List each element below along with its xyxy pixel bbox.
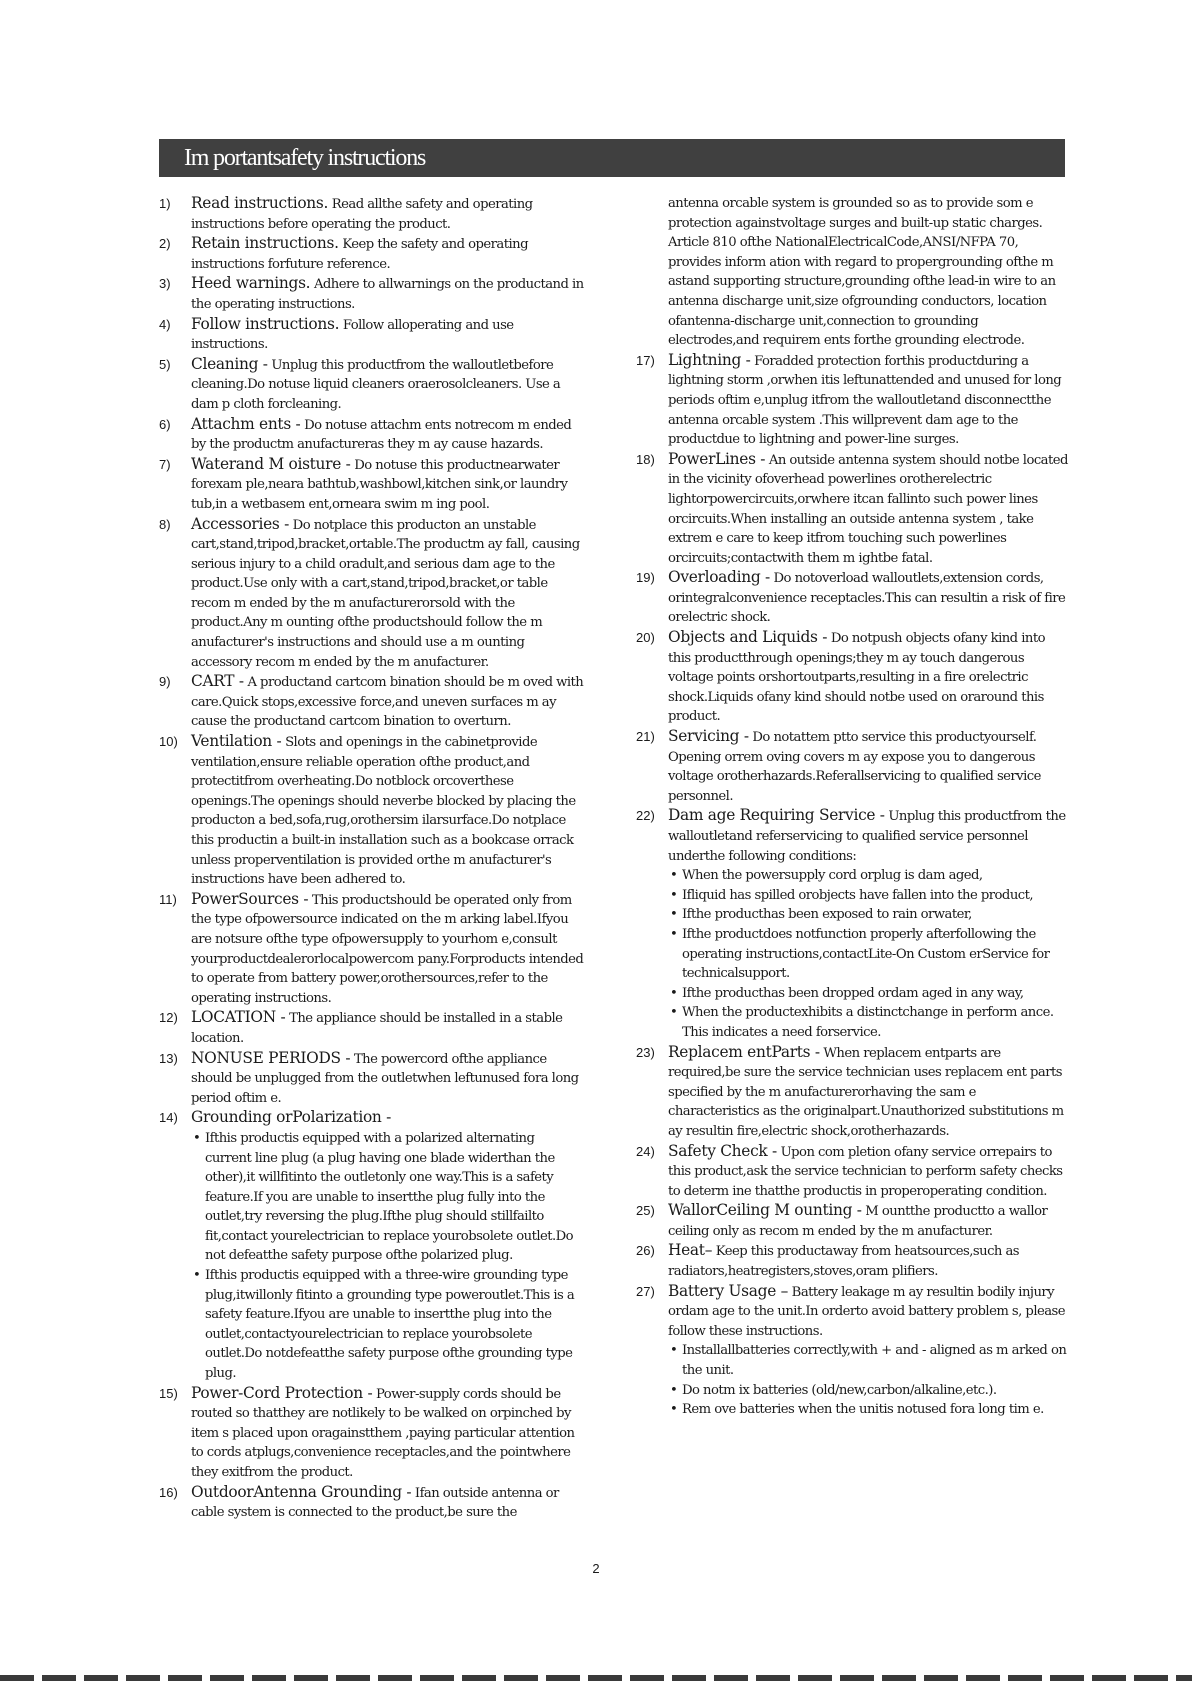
item-title: PowerLines - (668, 449, 766, 468)
item-number: 27) (636, 1283, 655, 1299)
item-body: Battery leakage m ay resultin bodily injury ordam age to the unit.In orderto avoid battery problem s, please follow these instructions. (668, 1284, 1066, 1339)
bullet-text: Installallbatteries correctly,with + and - aligned as m arked on the unit. (682, 1343, 1067, 1379)
item-title: WallorCeiling M ounting - (668, 1201, 862, 1220)
instruction-item (636, 1043, 1070, 1142)
item-body: Keep this productaway from heatsources,such as radiators,heatregisters,stoves,oram plifiers. (668, 1244, 1020, 1280)
bullet-text: Ifthis productis equipped with a polarized alternating current line plug (a plug having one blade widerthan the other),it willfitinto the outletonly one way.This is a safety feature.If you are unable to insertthe plug fully into the outlet,try reversing the plug.Ifthe plug should stillfailto fit,contact yourelectrician to replace yourobsolete outlet.Do not defeatthe safety purpose ofthe polarized plug. (205, 1130, 574, 1264)
item-number: 26) (636, 1243, 655, 1259)
item-body: Do notpush objects ofany kind into this productthrough openings;they m ay touch dangerous voltage points orshortoutparts,resulting in a fire orelectric shock.Liquids ofany kind should notbe used on oraround this product. (668, 631, 1045, 725)
item-number: 19) (636, 570, 655, 586)
item-title: Ventilation - (191, 732, 282, 751)
item-title: Servicing - (668, 727, 749, 746)
page-edge-marks (0, 1675, 1192, 1681)
right-column (636, 194, 1070, 1420)
item-number: 4) (159, 316, 171, 332)
bullet-text: Ifthis productis equipped with a three-wire grounding type plug,itwillonly fitinto a grounding type poweroutlet.This is a safety feature.Ifyou are unable to insertthe plug into the outlet,contactyourelectrician to replace yourobsolete outlet.Do notdefeatthe safety purpose ofthe grounding type plug. (205, 1268, 575, 1382)
instruction-item (636, 1142, 1070, 1202)
bullet-icon: • (670, 985, 678, 1001)
bullet-item (668, 925, 1070, 984)
item-title: Heed warnings. (191, 274, 311, 293)
item-title: Dam age Requiring Service - (668, 806, 885, 825)
item-title: Grounding orPolarization - (191, 1108, 392, 1127)
bullet-icon: • (670, 1005, 678, 1021)
item-title: Lightning - (668, 350, 751, 369)
instruction-item (636, 628, 1070, 727)
instruction-item (159, 732, 584, 890)
instruction-item (636, 351, 1070, 450)
bullet-item (668, 984, 1070, 1004)
instruction-item (159, 315, 584, 355)
item-body: A productand cartcom bination should be m oved with care.Quick stops,excessive force,and uneven surfaces m ay cause the productand cartcom bination to overturn. (191, 675, 584, 730)
bullet-item (668, 1003, 1070, 1042)
item-number: 25) (636, 1203, 655, 1219)
item-body: Do notuse attachm ents notrecom m ended by the productm anufactureras they m ay cause hazards. (191, 417, 572, 453)
item-number: 2) (159, 236, 171, 252)
item-body: Do notplace this producton an unstable cart,stand,tripod,bracket,ortable.The productm ay fall, causing serious injury to a child oradult,and serious dam age to the product.Use only with a cart,stand,tripod,bracket,or table recom m ended by the m anufacturerorsold with the product.Any m ounting ofthe productshould follow the m anufacturer's instructions and should use a m ounting accessory recom m ended by the m anufacturer. (191, 517, 580, 670)
bullet-text: Ifthe productdoes notfunction properly afterfollowing the operating instructions,contactLite-On Custom erService for technicalsupport. (682, 926, 1050, 982)
bullet-item (191, 1266, 584, 1384)
item-number: 15) (159, 1385, 178, 1401)
instruction-item (159, 890, 584, 1009)
instruction-item (159, 455, 584, 515)
section-header-banner (159, 139, 1065, 177)
instruction-item (159, 234, 584, 274)
item-title: Battery Usage – (668, 1281, 789, 1300)
item-number: 20) (636, 630, 655, 646)
item-title: Retain instructions. (191, 234, 339, 253)
instruction-item (159, 274, 584, 314)
item-body: Read allthe safety and operating instructions before operating the product. (191, 197, 533, 232)
instruction-item (636, 806, 1070, 1042)
item-title: Heat– (668, 1241, 713, 1260)
instruction-item (636, 568, 1070, 628)
item-number: 14) (159, 1110, 178, 1126)
item-body: This productshould be operated only from the type ofpowersource indicated on the m arking label.Ifyou are notsure ofthe type ofpowersupply to yourhom e,consult yourproductdealerorlocalpowercom pany.Forproducts intended to operate from battery power,orothersources,refer to the operating instructions. (191, 892, 584, 1006)
item-body: Adhere to allwarnings on the productand in the operating instructions. (191, 277, 584, 312)
item-body: Ifan outside antenna or cable system is connected to the product,be sure the (191, 1485, 559, 1521)
bullet-icon: • (670, 1402, 678, 1418)
instruction-item (159, 194, 584, 234)
item-body: The appliance should be installed in a stable location. (191, 1011, 563, 1046)
bullet-item (668, 866, 1070, 886)
instruction-item (159, 515, 584, 673)
item-title: Read instructions. (191, 194, 329, 212)
item-body: The powercord ofthe appliance should be unplugged from the outletwhen leftunused fora long period oftim e. (191, 1051, 579, 1106)
item-body: Slots and openings in the cabinetprovide ventilation,ensure reliable operation ofthe product,and protectitfrom overheating.Do notblock orcoverthese openings.The openings should neverbe blocked by placing the producton a bed,sofa,rug,orothersim ilarsurface.Do notplace this productin a built-in installation such as a bookcase orrack unless properventilation is provided orthe m anufacturer's instructions have been adhered to. (191, 735, 576, 888)
instruction-item (636, 1201, 1070, 1241)
item-title: PowerSources - (191, 889, 309, 908)
item-title: Overloading - (668, 568, 770, 587)
bullet-text: Ifliquid has spilled orobjects have fallen into the product, (682, 887, 1033, 903)
item-number: 7) (159, 456, 171, 472)
item-number: 8) (159, 516, 171, 532)
item-number: 1) (159, 196, 171, 211)
item-number: 3) (159, 276, 171, 292)
instruction-item (159, 1384, 584, 1483)
bullet-icon: • (193, 1130, 201, 1146)
item-body: Unplug this productfrom the walloutletbefore cleaning.Do notuse liquid cleaners oraerosolcleaners. Use a dam p cloth forcleaning. (191, 357, 561, 412)
item-body: Power-supply cords should be routed so thatthey are notlikely to be walked on orpinched by item s placed upon oragainstthem ,paying particular attention to cords atplugs,convenience receptacles,and the pointwhere they exitfrom the product. (191, 1386, 575, 1480)
left-column (159, 194, 584, 1523)
bullet-icon: • (670, 887, 678, 903)
bullet-icon: • (670, 926, 678, 942)
item-number: 16) (159, 1484, 178, 1500)
bullet-item (668, 1381, 1070, 1401)
item-title: Objects and Liquids - (668, 628, 828, 647)
bullet-item (668, 1341, 1070, 1380)
item-title: Attachm ents - (191, 414, 301, 433)
instruction-item (636, 1241, 1070, 1281)
item-number: 6) (159, 416, 171, 432)
item-body: Keep the safety and operating instructions forfuture reference. (191, 237, 528, 272)
item-title: Safety Check - (668, 1141, 777, 1160)
bullet-item (191, 1129, 584, 1266)
item-body: Do notoverload walloutlets,extension cords, orintegralconvenience receptacles.This can resultin a risk of fire orelectric shock. (668, 571, 1066, 626)
bullet-icon: • (193, 1268, 201, 1284)
item-title: LOCATION - (191, 1008, 286, 1027)
instruction-item (159, 355, 584, 415)
item-body: Foradded protection forthis productduring a lightning storm ,orwhen itis leftunattended and unused for long periods oftim e,unplug itfrom the walloutletand disconnectthe antenna orcable system .This willprevent dam age to the productdue to lightning and power-line surges. (668, 353, 1062, 448)
bullet-text: Ifthe producthas been dropped ordam aged in any way, (682, 985, 1024, 1001)
item-body: Do notuse this productnearwater forexam ple,neara bathtub,washbowl,kitchen sink,or laundry tub,in a wetbasem ent,orneara swim m ing pool. (191, 457, 568, 512)
item-number: 12) (159, 1010, 178, 1026)
item-number: 23) (636, 1044, 655, 1060)
bullet-text: Do notm ix batteries (old/new,carbon/alkaline,etc.). (682, 1382, 997, 1398)
item-title: OutdoorAntenna Grounding - (191, 1482, 412, 1501)
bullet-icon: • (670, 868, 678, 884)
item-number: 10) (159, 734, 178, 750)
item-title: Follow instructions. (191, 314, 340, 333)
page-number: 2 (592, 1561, 600, 1576)
item-number: 5) (159, 356, 171, 372)
bullet-text: Ifthe producthas been exposed to rain orwater, (682, 907, 972, 923)
bullet-icon: • (670, 1382, 678, 1398)
instruction-item (159, 1049, 584, 1109)
bullet-item (668, 905, 1070, 925)
item-title: Cleaning - (191, 354, 268, 373)
item-title: CART - (191, 672, 244, 691)
item-title: Replacem entParts - (668, 1042, 820, 1061)
item-body: When replacem entparts are required,be sure the service technician uses replacem ent parts specified by the m anufacturerorhaving the sam e characteristics as the originalpart.Unauthorized substitutions m ay resultin fire,electric shock,orotherhazards. (668, 1045, 1064, 1139)
item-number: 22) (636, 808, 655, 824)
bullet-text: When the powersupply cord orplug is dam aged, (682, 868, 983, 884)
instruction-item (159, 1108, 584, 1383)
section-title: Im portantsafety instructions (184, 145, 426, 171)
bullet-text: Rem ove batteries when the unitis notused fora long tim e. (682, 1402, 1044, 1418)
item-body: Unplug this productfrom the walloutletand referservicing to qualified service personnel underthe following conditions: (668, 809, 1066, 864)
bullet-item (668, 1400, 1070, 1420)
item-title: Accessories - (191, 514, 290, 533)
item-title: NONUSE PERIODS - (191, 1048, 351, 1067)
item-number: 11) (159, 891, 177, 907)
item-title: Waterand M oisture - (191, 454, 351, 473)
instruction-item (636, 1282, 1070, 1420)
instruction-item (636, 450, 1070, 569)
instruction-item (159, 1483, 584, 1523)
item-number: 24) (636, 1143, 655, 1159)
instruction-item (636, 727, 1070, 806)
item-body: An outside antenna system should notbe located in the vicinity ofoverhead powerlines orotherelectric lightorpowercircuits,orwhere itcan fallinto such power lines orcircuits.When installing an outside antenna system , take extrem e care to keep itfrom touching such powerlines orcircuits;contactwith them m ightbe fatal. (668, 452, 1068, 566)
item-body: Do notattem ptto service this productyourself. Opening orrem oving covers m ay expose you to dangerous voltage orotherhazards.Referallservicing to qualified service personnel. (668, 730, 1041, 804)
bullet-icon: • (670, 907, 678, 923)
bullet-item (668, 886, 1070, 906)
item-title: Power-Cord Protection - (191, 1383, 373, 1402)
item-number: 17) (636, 352, 655, 368)
instruction-item (159, 672, 584, 732)
instruction-item (159, 415, 584, 455)
item-body: Follow alloperating and use instructions. (191, 317, 514, 353)
item-number: 13) (159, 1050, 178, 1066)
item-body: M ountthe productto a wallor ceiling only as recom m ended by the m anufacturer. (668, 1204, 1048, 1239)
item-number: 21) (636, 729, 655, 745)
right-item-list (636, 351, 1070, 1420)
bullet-text: When the productexhibits a distinctchange in perform ance. This indicates a need forservice. (682, 1005, 1054, 1040)
item-number: 9) (159, 674, 171, 690)
instruction-item (159, 1008, 584, 1048)
bullet-icon: • (670, 1343, 678, 1359)
item-body: Upon com pletion ofany service orrepairs to this product,ask the service technician to perform safety checks to determ ine thatthe productis in properoperating condition. (668, 1144, 1063, 1199)
continuation-text: antenna orcable system is grounded so as to provide som e protection againstvoltage surges and built-up static charges. Article 810 ofthe NationalElectricalCode,ANSI/NFPA 70, provides inform ation with regard to propergrounding ofthe m astand supporting structure,grounding ofthe lead-in wire to an antenna discharge unit,size ofgrounding conductors, location ofantenna-discharge unit,connection to grounding electrodes,and requirem ents forthe grounding electrode. (668, 196, 1056, 349)
item-number: 18) (636, 451, 655, 467)
